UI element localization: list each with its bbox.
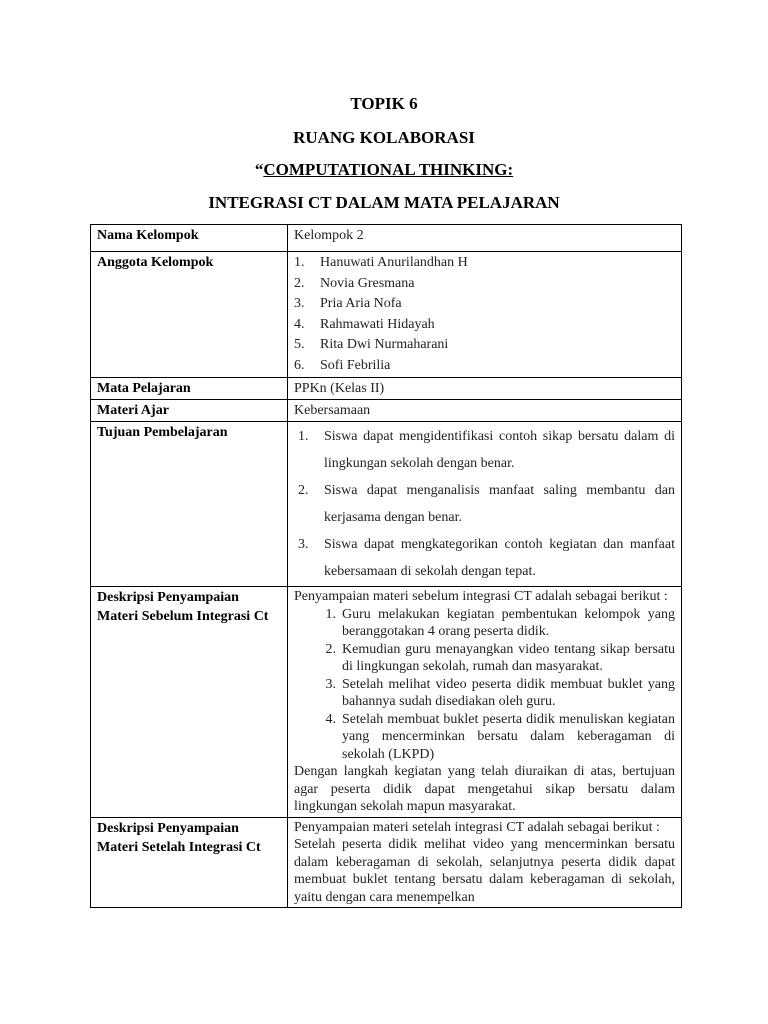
step-number: 3. xyxy=(325,676,336,692)
row-materi-ajar xyxy=(91,400,682,422)
collaboration-table xyxy=(90,224,682,908)
member-number: 5. xyxy=(294,337,305,352)
label-setelah-integrasi xyxy=(91,817,288,908)
step-item xyxy=(294,676,675,711)
row-anggota xyxy=(91,252,682,378)
member-number: 1. xyxy=(294,255,305,270)
goals-cell xyxy=(288,422,682,587)
topic-subtitle: RUANG KOLABORASI xyxy=(293,128,475,147)
member-item xyxy=(294,274,675,295)
label-line: Materi Sebelum Integrasi Ct xyxy=(97,609,269,624)
step-text: Guru melakukan kegiatan pembentukan kelompok yang beranggotakan 4 orang peserta didik. xyxy=(342,606,675,639)
step-text: Setelah melihat video peserta didik membuat buklet yang bahannya sudah disediakan oleh guru. xyxy=(342,676,675,709)
goal-number: 1. xyxy=(298,429,309,444)
member-item xyxy=(294,294,675,315)
member-number: 3. xyxy=(294,296,305,311)
label-line: Deskripsi Penyampaian xyxy=(97,820,239,836)
row-mata-pelajaran xyxy=(91,378,682,400)
members-list xyxy=(294,253,675,376)
step-text: Setelah membuat buklet peserta didik menuliskan kegiatan yang mencerminkan bersatu dalam keberagaman di sekolah (LKPD) xyxy=(342,711,675,762)
label-materi-ajar: Materi Ajar xyxy=(91,400,288,422)
step-number: 2. xyxy=(325,641,336,657)
member-name: Rita Dwi Nurmaharani xyxy=(320,337,449,352)
step-number: 4. xyxy=(325,711,336,727)
value-materi-ajar: Kebersamaan xyxy=(288,400,682,422)
label-line: Deskripsi Penyampaian xyxy=(97,590,239,605)
step-text: Kemudian guru menayangkan video tentang sikap bersatu di lingkungan sekolah, rumah dan masyarakat. xyxy=(342,641,675,674)
setelah-cell xyxy=(288,817,682,908)
goal-text: Siswa dapat mengidentifikasi contoh sikap bersatu dalam di lingkungan sekolah dengan benar. xyxy=(324,429,675,471)
row-sebelum-integrasi xyxy=(91,587,682,818)
goal-item xyxy=(294,477,675,531)
member-name: Novia Gresmana xyxy=(320,275,415,291)
label-sebelum-integrasi xyxy=(91,587,288,818)
label-nama-kelompok: Nama Kelompok xyxy=(91,225,288,252)
member-name: Sofi Febrilia xyxy=(320,357,391,373)
topic-title: TOPIK 6 xyxy=(350,94,418,113)
row-nama-kelompok xyxy=(91,225,682,252)
member-name: Pria Aria Nofa xyxy=(320,296,402,311)
goal-number: 2. xyxy=(298,483,309,498)
value-mata-pelajaran: PPKn (Kelas II) xyxy=(288,378,682,400)
theme-underlined: COMPUTATIONAL THINKING: xyxy=(263,160,514,179)
goal-item xyxy=(294,423,675,477)
step-item xyxy=(294,606,675,641)
member-name: Rahmawati Hidayah xyxy=(320,316,435,332)
sebelum-intro: Penyampaian materi sebelum integrasi CT adalah sebagai berikut : xyxy=(294,589,668,604)
row-setelah-integrasi xyxy=(91,817,682,908)
step-item xyxy=(294,711,675,764)
topic-theme xyxy=(0,160,768,180)
row-tujuan xyxy=(91,422,682,587)
goal-item xyxy=(294,531,675,585)
member-number: 4. xyxy=(294,316,305,332)
member-number: 6. xyxy=(294,357,305,373)
topic-heading: INTEGRASI CT DALAM MATA PELAJARAN xyxy=(208,193,560,212)
member-item xyxy=(294,315,675,336)
members-cell xyxy=(288,252,682,378)
goal-number: 3. xyxy=(298,537,309,552)
goals-list xyxy=(294,423,675,585)
member-item xyxy=(294,335,675,356)
goal-text: Siswa dapat menganalisis manfaat saling membantu dan kerjasama dengan benar. xyxy=(324,483,675,525)
setelah-intro: Penyampaian materi setelah integrasi CT adalah sebagai berikut : xyxy=(294,819,660,835)
member-number: 2. xyxy=(294,275,305,291)
label-mata-pelajaran: Mata Pelajaran xyxy=(91,378,288,400)
step-number: 1. xyxy=(325,606,336,622)
setelah-body: Setelah peserta didik melihat video yang mencerminkan bersatu dalam keberagaman di sekolah, selanjutnya peserta didik dapat membuat buklet tentang bersatu dalam keberagaman di sekolah, yaitu dengan cara menempelkan xyxy=(294,837,675,905)
member-item xyxy=(294,253,675,274)
value-nama-kelompok: Kelompok 2 xyxy=(288,225,682,252)
sebelum-cell xyxy=(288,587,682,818)
member-name: Hanuwati Anurilandhan H xyxy=(320,255,468,270)
label-line: Materi Setelah Integrasi Ct xyxy=(97,839,261,855)
sebelum-steps xyxy=(294,606,675,764)
open-quote: “ xyxy=(254,160,264,179)
goal-text: Siswa dapat mengkategorikan contoh kegiatan dan manfaat kebersamaan di sekolah dengan tepat. xyxy=(324,537,675,579)
sebelum-closing: Dengan langkah kegiatan yang telah diuraikan di atas, bertujuan agar peserta didik dapat mengetahui sikap bersatu dalam lingkungan sekolah mapun masyarakat. xyxy=(294,764,675,814)
label-tujuan: Tujuan Pembelajaran xyxy=(91,422,288,587)
step-item xyxy=(294,641,675,676)
member-item xyxy=(294,356,675,377)
label-anggota: Anggota Kelompok xyxy=(91,252,288,378)
